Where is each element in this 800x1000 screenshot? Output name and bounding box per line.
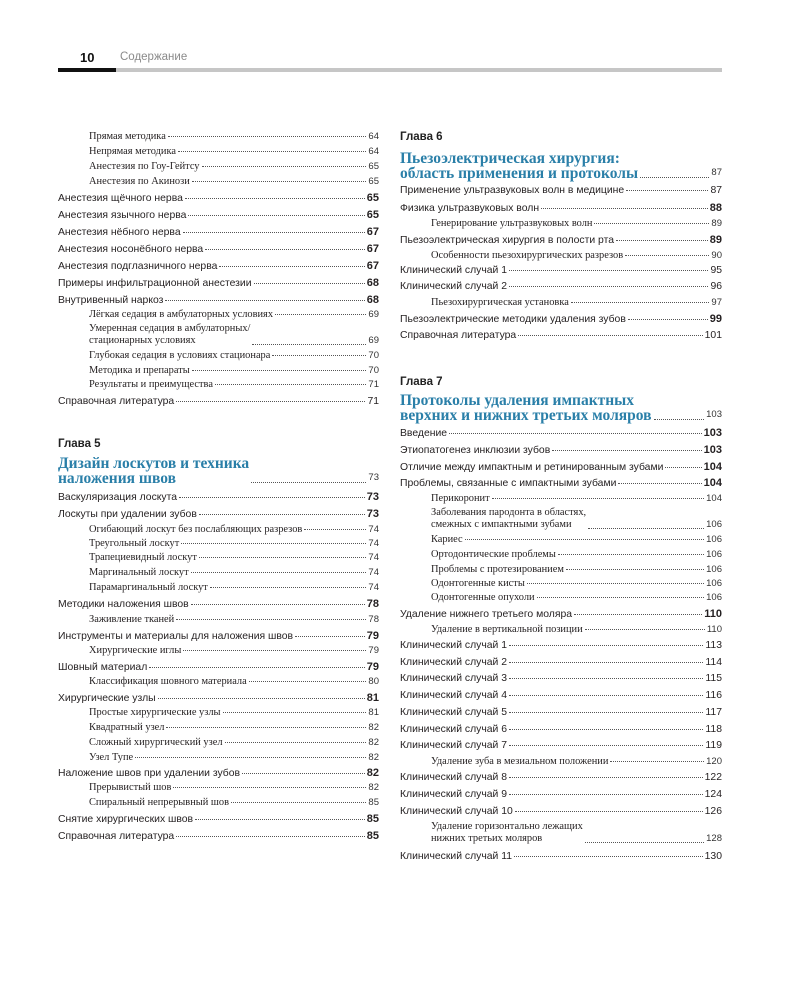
toc-entry[interactable]: Внутривенный наркоз 68 [58,294,379,306]
toc-entry[interactable]: Отличие между импактным и ретинированным зубами 104 [400,461,722,473]
toc-entry[interactable]: Проблемы с протезированием 106 [431,564,722,575]
toc-entry[interactable]: Глубокая седация в условиях стационара 70 [89,350,379,361]
toc-entry[interactable]: Кариес 106 [431,534,722,545]
chapter-label: Глава 6 [400,131,443,143]
toc-entry[interactable]: Клинический случай 1 95 [400,265,722,276]
toc-entry[interactable]: Клинический случай 10 126 [400,806,722,817]
toc-entry[interactable]: Клинический случай 8 122 [400,772,722,783]
header-rule-grey [116,68,722,72]
toc-entry[interactable]: Удаление в вертикальной позиции 110 [431,624,722,635]
toc-entry[interactable]: Особенности пьезохирургических разрезов 90 [431,250,722,261]
toc-entry[interactable]: Клинический случай 11 130 [400,851,722,862]
header-rule-dark [58,68,116,72]
toc-entry[interactable]: Прерывистый шов 82 [89,782,379,793]
toc-entry[interactable]: Квадратный узел 82 [89,722,379,733]
toc-entry[interactable]: Применение ультразвуковых волн в медицине 87 [400,185,722,196]
toc-entry[interactable]: Удаление нижнего третьего моляра 110 [400,608,722,620]
toc-entry[interactable]: Маргинальный лоскут 74 [89,567,379,578]
toc-entry[interactable]: Классификация шовного материала 80 [89,676,379,687]
toc-entry[interactable]: Лоскуты при удалении зубов 73 [58,508,379,520]
toc-entry[interactable]: Методика и препараты 70 [89,365,379,376]
toc-entry[interactable]: Методики наложения швов 78 [58,598,379,610]
toc-entry[interactable]: Справочная литература 71 [58,396,379,407]
toc-entry[interactable]: Заживление тканей 78 [89,614,379,625]
toc-entry[interactable]: Удаление горизонтально лежащих нижних третьих моляров 128 [431,821,722,844]
chapter-title[interactable]: Дизайн лоскутов и техника наложения швов 73 [58,455,379,487]
toc-entry[interactable]: Анестезия язычного нерва 65 [58,209,379,221]
toc-entry[interactable]: Прямая методика 64 [89,131,379,142]
toc-entry[interactable]: Огибающий лоскут без послабляющих разрезов 74 [89,524,379,535]
toc-entry[interactable]: Клинический случай 6 118 [400,724,722,735]
running-header-title: Содержание [120,51,188,63]
chapter-title[interactable]: Протоколы удаления импактных верхних и нижних третьих моляров 103 [400,392,722,424]
toc-entry[interactable]: Клинический случай 4 116 [400,690,722,701]
toc-entry[interactable]: Пьезохирургическая установка 97 [431,297,722,308]
toc-entry[interactable]: Шовный материал 79 [58,661,379,673]
page-number: 10 [80,50,95,65]
toc-entry[interactable]: Анестезия носонёбного нерва 67 [58,243,379,255]
toc-entry[interactable]: Клинический случай 3 115 [400,673,722,684]
toc-entry[interactable]: Одонтогенные опухоли 106 [431,592,722,603]
toc-entry[interactable]: Спиральный непрерывный шов 85 [89,797,379,808]
chapter-label: Глава 5 [58,438,101,450]
toc-entry[interactable]: Непрямая методика 64 [89,146,379,157]
toc-entry[interactable]: Сложный хирургический узел 82 [89,737,379,748]
toc-entry[interactable]: Перикоронит 104 [431,493,722,504]
toc-entry[interactable]: Пьезоэлектрические методики удаления зубов 99 [400,313,722,325]
toc-entry[interactable]: Пьезоэлектрическая хирургия в полости рта 89 [400,234,722,246]
toc-entry[interactable]: Хирургические узлы 81 [58,692,379,704]
toc-entry[interactable]: Простые хирургические узлы 81 [89,707,379,718]
toc-entry[interactable]: Анестезия подглазничного нерва 67 [58,260,379,272]
toc-entry[interactable]: Введение 103 [400,427,722,439]
toc-entry[interactable]: Клинический случай 9 124 [400,789,722,800]
toc-entry[interactable]: Примеры инфильтрационной анестезии 68 [58,277,379,289]
toc-entry[interactable]: Анестезия по Акинози 65 [89,176,379,187]
toc-entry[interactable]: Удаление зуба в мезиальном положении 120 [431,756,722,767]
toc-entry[interactable]: Ортодонтические проблемы 106 [431,549,722,560]
toc-entry[interactable]: Клинический случай 5 117 [400,707,722,718]
toc-entry[interactable]: Справочная литература 101 [400,330,722,341]
toc-entry[interactable]: Снятие хирургических швов 85 [58,813,379,825]
toc-entry[interactable]: Генерирование ультразвуковых волн 89 [431,218,722,229]
toc-entry[interactable]: Физика ультразвуковых волн 88 [400,202,722,214]
toc-entry[interactable]: Анестезия щёчного нерва 65 [58,192,379,204]
toc-entry[interactable]: Клинический случай 2 114 [400,657,722,668]
toc-entry[interactable]: Клинический случай 7 119 [400,740,722,751]
toc-entry[interactable]: Этиопатогенез инклюзии зубов 103 [400,444,722,456]
toc-entry[interactable]: Наложение швов при удалении зубов 82 [58,767,379,779]
toc-entry[interactable]: Умеренная седация в амбулаторных/ стационарных условиях 69 [89,323,379,346]
toc-entry[interactable]: Парамаргинальный лоскут 74 [89,582,379,593]
toc-entry[interactable]: Треугольный лоскут 74 [89,538,379,549]
toc-entry[interactable]: Васкуляризация лоскута 73 [58,491,379,503]
toc-entry[interactable]: Инструменты и материалы для наложения швов 79 [58,630,379,642]
toc-entry[interactable]: Узел Тупе 82 [89,752,379,763]
toc-entry[interactable]: Хирургические иглы 79 [89,645,379,656]
toc-entry[interactable]: Клинический случай 2 96 [400,281,722,292]
toc-entry[interactable]: Справочная литература 85 [58,830,379,842]
toc-entry[interactable]: Результаты и преимущества 71 [89,379,379,390]
toc-entry[interactable]: Одонтогенные кисты 106 [431,578,722,589]
toc-entry[interactable]: Трапециевидный лоскут 74 [89,552,379,563]
toc-entry[interactable]: Проблемы, связанные с импактными зубами 104 [400,477,722,489]
toc-entry[interactable]: Лёгкая седация в амбулаторных условиях 69 [89,309,379,320]
toc-entry[interactable]: Заболевания пародонта в областях, смежных с импактными зубами 106 [431,507,722,530]
toc-entry[interactable]: Анестезия нёбного нерва 67 [58,226,379,238]
chapter-label: Глава 7 [400,376,443,388]
toc-entry[interactable]: Анестезия по Гоу-Гейтсу 65 [89,161,379,172]
toc-entry[interactable]: Клинический случай 1 113 [400,640,722,651]
chapter-title[interactable]: Пьезоэлектрическая хирургия: область применения и протоколы 87 [400,150,722,182]
